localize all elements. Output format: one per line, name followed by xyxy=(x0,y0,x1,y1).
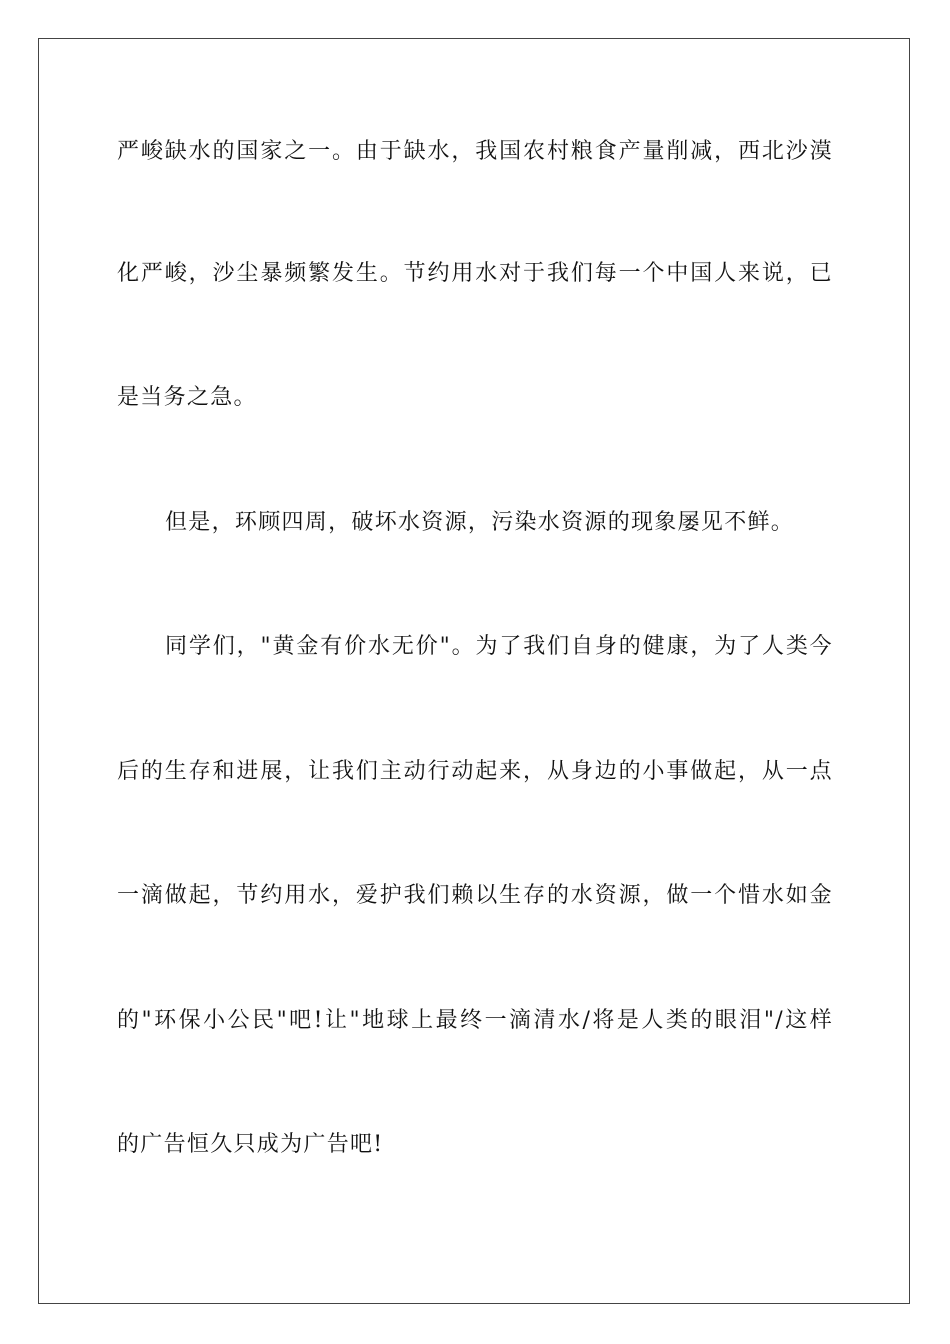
text-line: 但是，环顾四周，破坏水资源，污染水资源的现象屡见不鲜。 xyxy=(165,510,795,535)
text-line: 的广告恒久只成为广告吧! xyxy=(117,1132,384,1157)
text-line: 后的生存和进展，让我们主动行动起来，从身边的小事做起，从一点 xyxy=(117,759,833,784)
text-line: 一滴做起，节约用水，爱护我们赖以生存的水资源，做一个惜水如金 xyxy=(117,883,833,908)
text-line: 化严峻，沙尘暴频繁发生。节约用水对于我们每一个中国人来说，已 xyxy=(117,261,833,286)
text-line: 严峻缺水的国家之一。由于缺水，我国农村粮食产量削减，西北沙漠 xyxy=(117,139,833,164)
text-line: 同学们，"黄金有价水无价"。为了我们自身的健康，为了人类今 xyxy=(165,634,833,659)
text-line: 是当务之急。 xyxy=(117,385,257,410)
text-line: 的"环保小公民"吧!让"地球上最终一滴清水/将是人类的眼泪"/这样 xyxy=(117,1008,833,1033)
page-border xyxy=(38,38,910,1304)
